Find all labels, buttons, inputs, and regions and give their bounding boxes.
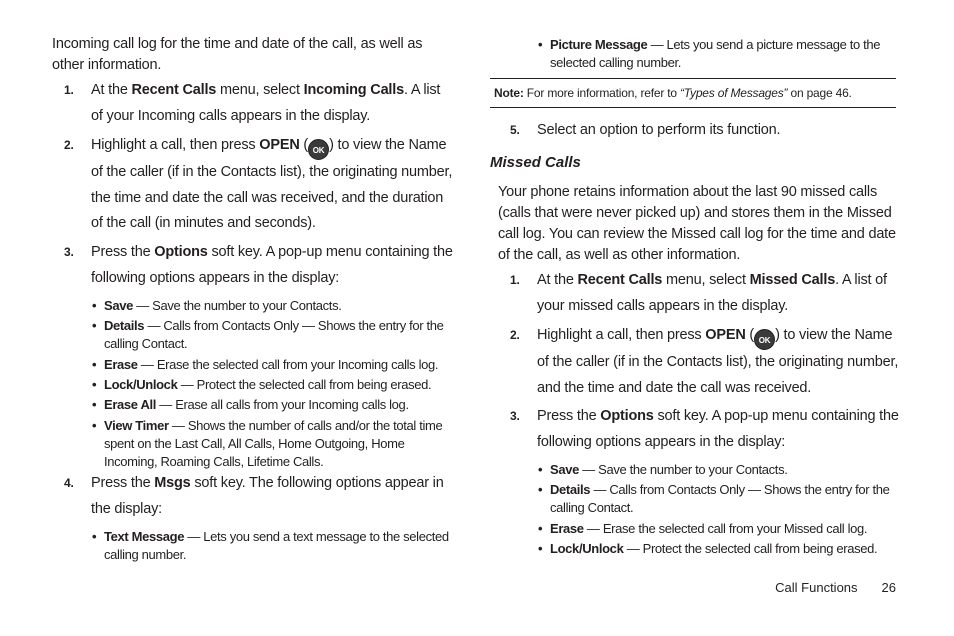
- step-number: 5.: [510, 123, 520, 137]
- ok-key-icon: OK: [308, 139, 329, 160]
- step-2: 2. Highlight a call, then press OPEN ( OK ) to view the Name of the caller (if in the Contacts list), the originating number, the time and date the call was received, and the duration of the call (in minutes and seconds).: [64, 133, 453, 237]
- step-3: 3. Press the Options soft key. A pop-up menu containing the following options appears in the display:: [510, 404, 907, 455]
- step-1: 1. At the Recent Calls menu, select Missed Calls. A list of your missed calls appears in the display.: [510, 268, 907, 319]
- key-name: Options: [600, 408, 654, 424]
- step-number: 1.: [510, 273, 520, 287]
- step-2: 2. Highlight a call, then press OPEN ( OK ) to view the Name of the caller (if in the Contacts list), the originating number, and the time and date the call was received.: [510, 323, 907, 401]
- step-3: 3. Press the Options soft key. A pop-up menu containing the following options appears in the display:: [64, 240, 461, 291]
- menu-item-name: Missed Calls: [749, 272, 836, 288]
- cross-reference: “Types of Messages”: [680, 86, 788, 100]
- menu-name: Recent Calls: [131, 82, 217, 98]
- key-name: OPEN: [705, 327, 746, 343]
- page-footer: [700, 578, 896, 598]
- key-name: Msgs: [154, 475, 191, 491]
- note-label: Note:: [494, 86, 524, 100]
- list-item: • Details — Calls from Contacts Only — Shows the entry for the calling Contact.: [538, 482, 890, 515]
- list-item: • Save — Save the number to your Contacts.: [538, 462, 788, 477]
- list-item: • Lock/Unlock — Protect the selected call from being erased.: [538, 541, 878, 556]
- list-item: • Picture Message — Lets you send a picture message to the selected calling number.: [538, 37, 881, 70]
- list-item: • Text Message — Lets you send a text message to the selected calling number.: [92, 529, 449, 562]
- step-number: 4.: [64, 476, 74, 490]
- list-item: • Erase — Erase the selected call from your Missed call log.: [538, 521, 868, 536]
- key-name: OPEN: [259, 137, 300, 153]
- list-item: • Details — Calls from Contacts Only — Shows the entry for the calling Contact.: [92, 318, 444, 351]
- key-name: Options: [154, 244, 208, 260]
- step-4: 4. Press the Msgs soft key. The following options appear in the display:: [64, 471, 453, 522]
- step-number: 1.: [64, 83, 74, 97]
- section-heading: Missed Calls: [490, 154, 581, 171]
- intro-paragraph: Your phone retains information about the last 90 missed calls (calls that were never picked up) and stores them in the Missed call log. You can review the Missed call log for the time and date of the call, as well as other information.: [498, 184, 896, 263]
- page-number: 26: [881, 580, 896, 595]
- step-5: 5. Select an option to perform its function.: [510, 118, 907, 144]
- list-item: • Erase All — Erase all calls from your Incoming calls log.: [92, 397, 409, 412]
- menu-name: Recent Calls: [577, 272, 663, 288]
- section-name: Call Functions: [775, 580, 858, 595]
- ok-key-icon: OK: [754, 329, 775, 350]
- list-item: • Lock/Unlock — Protect the selected call from being erased.: [92, 377, 432, 392]
- list-item: • View Timer — Shows the number of calls and/or the total time spent on the Last Call, All Calls, Home Outgoing, Home Incoming, Roaming Calls, Lifetime Calls.: [92, 418, 443, 469]
- note-box: Note: For more information, refer to “Types of Messages” on page 46.: [490, 78, 896, 108]
- menu-item-name: Incoming Calls: [303, 82, 404, 98]
- step-number: 3.: [64, 245, 74, 259]
- step-1: 1. At the Recent Calls menu, select Incoming Calls. A list of your Incoming calls appears in the display.: [64, 78, 453, 129]
- step-number: 2.: [510, 328, 520, 342]
- step-number: 3.: [510, 409, 520, 423]
- list-item: • Erase — Erase the selected call from your Incoming calls log.: [92, 357, 439, 372]
- list-item: • Save — Save the number to your Contacts.: [92, 298, 342, 313]
- intro-paragraph: Incoming call log for the time and date of the call, as well as other information.: [52, 36, 423, 73]
- step-number: 2.: [64, 138, 74, 152]
